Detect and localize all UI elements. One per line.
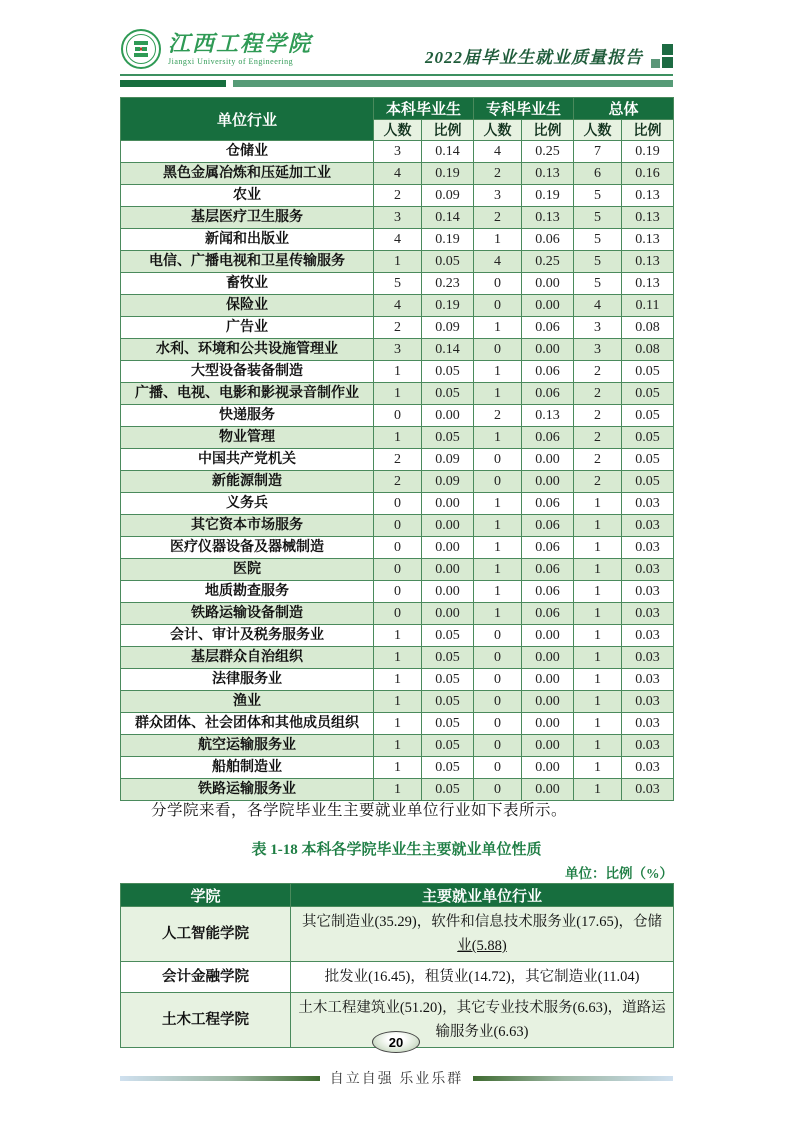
subheader-count: 人数 (474, 120, 522, 141)
college-cell: 土木工程学院 (121, 993, 291, 1048)
value-cell: 0.00 (422, 537, 474, 559)
table-row (121, 713, 674, 735)
col-header-college-name: 学院 (121, 884, 291, 907)
value-cell: 0.06 (522, 383, 574, 405)
value-cell: 1 (574, 647, 622, 669)
value-cell: 2 (574, 449, 622, 471)
value-cell: 0.05 (422, 757, 474, 779)
value-cell: 0.05 (622, 427, 674, 449)
industry-cell: 广播、电视、电影和影视录音制作业 (121, 383, 374, 405)
value-cell: 0.00 (422, 581, 474, 603)
value-cell: 1 (474, 493, 522, 515)
industry-cell: 医院 (121, 559, 374, 581)
value-cell: 0 (474, 449, 522, 471)
value-cell: 0 (474, 295, 522, 317)
value-cell: 1 (374, 361, 422, 383)
value-cell: 0 (474, 735, 522, 757)
table-row (121, 141, 674, 163)
value-cell: 0.09 (422, 449, 474, 471)
value-cell: 1 (574, 581, 622, 603)
value-cell: 0.00 (522, 647, 574, 669)
value-cell: 0.05 (422, 713, 474, 735)
value-cell: 0.13 (622, 185, 674, 207)
footer-bar-left (120, 1076, 320, 1081)
industry-table (120, 97, 674, 801)
footer-bar-right (473, 1076, 673, 1081)
table-row (121, 207, 674, 229)
value-cell: 0.00 (422, 603, 474, 625)
value-cell: 0.05 (622, 383, 674, 405)
table-row (121, 471, 674, 493)
value-cell: 0 (474, 779, 522, 801)
value-cell: 0.16 (622, 163, 674, 185)
value-cell: 2 (574, 405, 622, 427)
value-cell: 0 (474, 625, 522, 647)
value-cell: 1 (574, 669, 622, 691)
value-cell: 1 (374, 427, 422, 449)
industry-cell: 水利、环境和公共设施管理业 (121, 339, 374, 361)
value-cell: 3 (474, 185, 522, 207)
industry-cell: 基层医疗卫生服务 (121, 207, 374, 229)
industry-cell: 法律服务业 (121, 669, 374, 691)
industries-cell: 土木工程建筑业(51.20)，其它专业技术服务(6.63)，道路运输服务业(6.63) (291, 993, 674, 1048)
value-cell: 0.06 (522, 427, 574, 449)
value-cell: 0.03 (622, 713, 674, 735)
value-cell: 4 (374, 163, 422, 185)
header-bar-dark (120, 80, 226, 87)
table-row (121, 735, 674, 757)
value-cell: 0 (474, 757, 522, 779)
table-row (121, 383, 674, 405)
value-cell: 0.06 (522, 515, 574, 537)
value-cell: 1 (474, 427, 522, 449)
industry-table-body (121, 141, 674, 801)
industry-cell: 船舶制造业 (121, 757, 374, 779)
industry-cell: 农业 (121, 185, 374, 207)
value-cell: 1 (474, 383, 522, 405)
page-number: 20 (388, 1034, 404, 1050)
value-cell: 0.06 (522, 559, 574, 581)
industries-cell: 批发业(16.45)，租赁业(14.72)，其它制造业(11.04) (291, 962, 674, 993)
value-cell: 5 (574, 185, 622, 207)
footer-motto-row (120, 1068, 673, 1088)
value-cell: 0.05 (422, 691, 474, 713)
value-cell: 3 (374, 207, 422, 229)
table-row (121, 907, 674, 962)
value-cell: 2 (374, 471, 422, 493)
value-cell: 5 (574, 207, 622, 229)
value-cell: 0.23 (422, 273, 474, 295)
industry-cell: 快递服务 (121, 405, 374, 427)
table-row (121, 691, 674, 713)
col-header-industry: 单位行业 (121, 98, 374, 141)
table-row (121, 427, 674, 449)
value-cell: 1 (574, 713, 622, 735)
value-cell: 0.05 (422, 735, 474, 757)
industry-cell: 中国共产党机关 (121, 449, 374, 471)
col-header-total: 总体 (574, 98, 674, 120)
table-row (121, 339, 674, 361)
industry-cell: 电信、广播电视和卫星传输服务 (121, 251, 374, 273)
table-row (121, 581, 674, 603)
value-cell: 0.14 (422, 339, 474, 361)
value-cell: 1 (474, 537, 522, 559)
value-cell: 1 (474, 515, 522, 537)
value-cell: 1 (574, 757, 622, 779)
table-row (121, 361, 674, 383)
college-cell: 人工智能学院 (121, 907, 291, 962)
table-row (121, 295, 674, 317)
industry-cell: 群众团体、社会团体和其他成员组织 (121, 713, 374, 735)
value-cell: 4 (474, 251, 522, 273)
value-cell: 0.13 (522, 163, 574, 185)
value-cell: 0 (374, 581, 422, 603)
value-cell: 0.03 (622, 735, 674, 757)
value-cell: 0.03 (622, 581, 674, 603)
value-cell: 0.00 (522, 625, 574, 647)
value-cell: 7 (574, 141, 622, 163)
table-caption: 表 1-18 本科各学院毕业生主要就业单位性质 (251, 842, 542, 858)
value-cell: 0.03 (622, 515, 674, 537)
table-row (121, 757, 674, 779)
value-cell: 4 (474, 141, 522, 163)
table-row (121, 273, 674, 295)
industry-cell: 物业管理 (121, 427, 374, 449)
table-row (121, 559, 674, 581)
header-rule (120, 74, 673, 76)
value-cell: 0.00 (522, 669, 574, 691)
table-row (121, 317, 674, 339)
value-cell: 0.03 (622, 603, 674, 625)
industry-cell: 渔业 (121, 691, 374, 713)
value-cell: 0.03 (622, 691, 674, 713)
header-bars (120, 80, 673, 87)
value-cell: 0.25 (522, 251, 574, 273)
industries-cell: 其它制造业(35.29)，软件和信息技术服务业(17.65)，仓储业(5.88) (291, 907, 674, 962)
report-title: 2022届毕业生就业质量报告 (425, 48, 643, 67)
value-cell: 1 (374, 713, 422, 735)
value-cell: 0.00 (522, 339, 574, 361)
table-row (121, 537, 674, 559)
value-cell: 0 (374, 493, 422, 515)
industry-cell: 基层群众自治组织 (121, 647, 374, 669)
value-cell: 0 (474, 339, 522, 361)
value-cell: 0.13 (622, 273, 674, 295)
value-cell: 0 (474, 669, 522, 691)
value-cell: 1 (574, 735, 622, 757)
subheader-count: 人数 (374, 120, 422, 141)
value-cell: 0.03 (622, 493, 674, 515)
industry-cell: 医疗仪器设备及器械制造 (121, 537, 374, 559)
value-cell: 0.19 (422, 163, 474, 185)
value-cell: 0.05 (422, 669, 474, 691)
value-cell: 0 (374, 537, 422, 559)
value-cell: 3 (374, 141, 422, 163)
value-cell: 0.00 (522, 691, 574, 713)
industry-cell: 新能源制造 (121, 471, 374, 493)
value-cell: 0.06 (522, 493, 574, 515)
value-cell: 0.03 (622, 757, 674, 779)
industry-cell: 保险业 (121, 295, 374, 317)
value-cell: 1 (474, 361, 522, 383)
table-row (121, 625, 674, 647)
col-header-undergraduate: 本科毕业生 (374, 98, 474, 120)
value-cell: 0.05 (422, 625, 474, 647)
table-header-row (121, 884, 674, 907)
value-cell: 1 (474, 229, 522, 251)
value-cell: 0.00 (422, 559, 474, 581)
value-cell: 0.05 (422, 779, 474, 801)
value-cell: 0.06 (522, 317, 574, 339)
value-cell: 0 (374, 559, 422, 581)
industry-cell: 新闻和出版业 (121, 229, 374, 251)
value-cell: 1 (374, 779, 422, 801)
value-cell: 0.03 (622, 647, 674, 669)
value-cell: 0 (374, 515, 422, 537)
value-cell: 0.05 (422, 647, 474, 669)
table-row (121, 185, 674, 207)
industry-cell: 其它资本市场服务 (121, 515, 374, 537)
value-cell: 0.13 (622, 251, 674, 273)
value-cell: 0.00 (422, 405, 474, 427)
value-cell: 2 (574, 383, 622, 405)
university-name: 江西工程学院 (168, 31, 313, 57)
value-cell: 1 (574, 625, 622, 647)
value-cell: 1 (374, 669, 422, 691)
value-cell: 5 (574, 251, 622, 273)
value-cell: 0.08 (622, 317, 674, 339)
value-cell: 0.00 (422, 493, 474, 515)
value-cell: 1 (374, 625, 422, 647)
value-cell: 0.09 (422, 317, 474, 339)
value-cell: 0.05 (422, 251, 474, 273)
value-cell: 1 (374, 383, 422, 405)
value-cell: 1 (574, 691, 622, 713)
value-cell: 0.05 (622, 361, 674, 383)
value-cell: 0.00 (522, 757, 574, 779)
value-cell: 0.06 (522, 361, 574, 383)
value-cell: 1 (474, 581, 522, 603)
value-cell: 0.14 (422, 207, 474, 229)
value-cell: 1 (374, 757, 422, 779)
header-bar-medium (233, 80, 673, 87)
value-cell: 2 (574, 427, 622, 449)
col-header-main-industries: 主要就业单位行业 (291, 884, 674, 907)
table-row (121, 163, 674, 185)
value-cell: 0.00 (522, 273, 574, 295)
value-cell: 0 (474, 273, 522, 295)
subheader-ratio: 比例 (422, 120, 474, 141)
subheader-ratio: 比例 (622, 120, 674, 141)
value-cell: 0.00 (522, 779, 574, 801)
value-cell: 3 (374, 339, 422, 361)
value-cell: 1 (574, 559, 622, 581)
value-cell: 2 (574, 471, 622, 493)
value-cell: 1 (374, 647, 422, 669)
value-cell: 0 (474, 471, 522, 493)
value-cell: 0.19 (622, 141, 674, 163)
industry-cell: 会计、审计及税务服务业 (121, 625, 374, 647)
page-number-badge (372, 1031, 420, 1053)
value-cell: 0.00 (522, 295, 574, 317)
value-cell: 0.06 (522, 229, 574, 251)
value-cell: 0 (374, 405, 422, 427)
value-cell: 1 (474, 603, 522, 625)
value-cell: 6 (574, 163, 622, 185)
industry-cell: 仓储业 (121, 141, 374, 163)
value-cell: 0 (474, 647, 522, 669)
value-cell: 4 (374, 229, 422, 251)
value-cell: 0.13 (522, 207, 574, 229)
value-cell: 0.00 (522, 449, 574, 471)
value-cell: 1 (374, 691, 422, 713)
value-cell: 0.14 (422, 141, 474, 163)
value-cell: 0.13 (622, 229, 674, 251)
value-cell: 0 (474, 691, 522, 713)
value-cell: 0.11 (622, 295, 674, 317)
table-row (121, 449, 674, 471)
table-row (121, 229, 674, 251)
value-cell: 0.08 (622, 339, 674, 361)
industry-cell: 铁路运输服务业 (121, 779, 374, 801)
industry-cell: 畜牧业 (121, 273, 374, 295)
value-cell: 5 (574, 273, 622, 295)
value-cell: 0.09 (422, 185, 474, 207)
industry-cell: 广告业 (121, 317, 374, 339)
value-cell: 0.06 (522, 581, 574, 603)
table-row (121, 493, 674, 515)
table-row (121, 405, 674, 427)
value-cell: 1 (574, 779, 622, 801)
value-cell: 1 (574, 493, 622, 515)
value-cell: 0.05 (622, 405, 674, 427)
unit-note: 单位：比例（%） (565, 866, 673, 881)
industry-cell: 大型设备装备制造 (121, 361, 374, 383)
value-cell: 4 (574, 295, 622, 317)
industry-cell: 铁路运输设备制造 (121, 603, 374, 625)
value-cell: 1 (574, 537, 622, 559)
value-cell: 0.05 (622, 471, 674, 493)
value-cell: 2 (474, 163, 522, 185)
value-cell: 2 (374, 185, 422, 207)
value-cell: 1 (374, 735, 422, 757)
value-cell: 0.03 (622, 669, 674, 691)
value-cell: 0.03 (622, 537, 674, 559)
industry-cell: 地质勘查服务 (121, 581, 374, 603)
value-cell: 2 (474, 405, 522, 427)
value-cell: 0.05 (622, 449, 674, 471)
value-cell: 2 (574, 361, 622, 383)
value-cell: 5 (574, 229, 622, 251)
subheader-count: 人数 (574, 120, 622, 141)
decorative-squares-icon (651, 44, 673, 68)
page-header (120, 28, 673, 87)
value-cell: 1 (474, 559, 522, 581)
table-row (121, 669, 674, 691)
value-cell: 0.03 (622, 559, 674, 581)
industry-cell: 黑色金属冶炼和压延加工业 (121, 163, 374, 185)
value-cell: 0.05 (422, 361, 474, 383)
value-cell: 5 (374, 273, 422, 295)
university-name-en: Jiangxi University of Engineering (168, 56, 294, 66)
industry-cell: 义务兵 (121, 493, 374, 515)
subheader-ratio: 比例 (522, 120, 574, 141)
value-cell: 0.03 (622, 779, 674, 801)
value-cell: 0.19 (422, 229, 474, 251)
value-cell: 0.00 (522, 735, 574, 757)
value-cell: 0.06 (522, 603, 574, 625)
body-paragraph: 分学院来看，各学院毕业生主要就业单位行业如下表所示。 (151, 802, 568, 819)
table-header-row (121, 98, 674, 120)
college-cell: 会计金融学院 (121, 962, 291, 993)
value-cell: 0.05 (422, 427, 474, 449)
value-cell: 0.03 (622, 625, 674, 647)
university-logo (120, 28, 312, 70)
value-cell: 2 (474, 207, 522, 229)
value-cell: 1 (374, 251, 422, 273)
value-cell: 0 (374, 603, 422, 625)
value-cell: 0.05 (422, 383, 474, 405)
table-row (121, 603, 674, 625)
value-cell: 0.13 (622, 207, 674, 229)
value-cell: 0.19 (522, 185, 574, 207)
value-cell: 0.06 (522, 537, 574, 559)
value-cell: 3 (574, 339, 622, 361)
value-cell: 1 (574, 515, 622, 537)
college-table-body (121, 907, 674, 1048)
table-row (121, 962, 674, 993)
value-cell: 2 (374, 317, 422, 339)
university-seal-icon (120, 28, 162, 70)
value-cell: 0.25 (522, 141, 574, 163)
value-cell: 4 (374, 295, 422, 317)
industry-cell: 航空运输服务业 (121, 735, 374, 757)
value-cell: 1 (474, 317, 522, 339)
value-cell: 0 (474, 713, 522, 735)
value-cell: 0.09 (422, 471, 474, 493)
value-cell: 0.13 (522, 405, 574, 427)
table-row (121, 647, 674, 669)
col-header-college: 专科毕业生 (474, 98, 574, 120)
value-cell: 0.00 (522, 471, 574, 493)
footer-motto: 自立自强 乐业乐群 (329, 1072, 464, 1087)
value-cell: 3 (574, 317, 622, 339)
value-cell: 0.00 (422, 515, 474, 537)
college-table (120, 883, 674, 1048)
table-row (121, 251, 674, 273)
value-cell: 0.19 (422, 295, 474, 317)
value-cell: 0.00 (522, 713, 574, 735)
value-cell: 2 (374, 449, 422, 471)
value-cell: 1 (574, 603, 622, 625)
table-row (121, 515, 674, 537)
